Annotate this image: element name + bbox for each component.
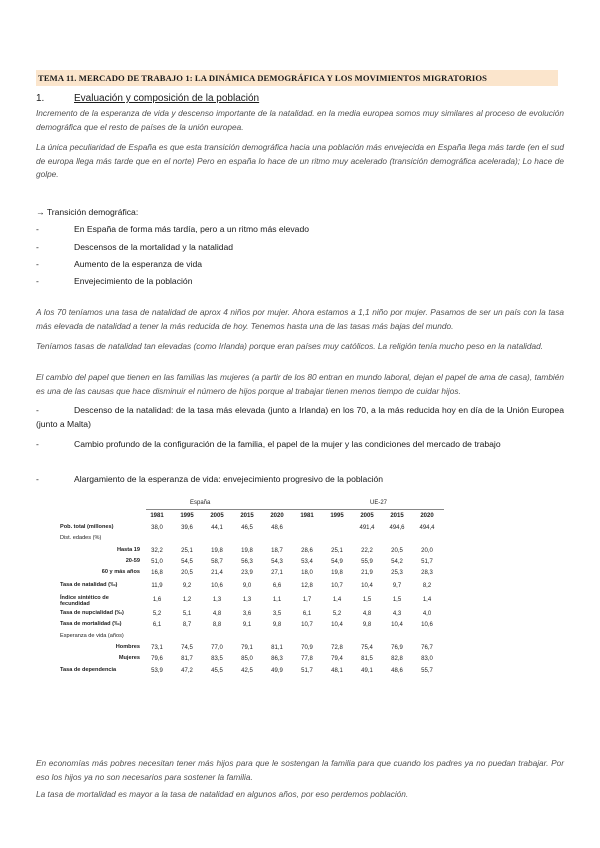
table-cell: 53,9 (151, 668, 163, 674)
table-cell: 1,3 (242, 597, 252, 603)
table-cell: 1,2 (182, 597, 192, 603)
table-cell: 79,4 (331, 656, 343, 662)
table-cell: 23,9 (241, 570, 253, 576)
table-cell: 27,1 (271, 570, 283, 576)
table-cell: 47,2 (181, 668, 193, 674)
row-label: Índice sintético de fecundidad (60, 595, 109, 608)
bullet-dash: - (36, 405, 39, 415)
table-cell: 8,8 (212, 622, 222, 628)
table-cell: 81,7 (181, 656, 193, 662)
table-cell: 5,1 (182, 611, 192, 617)
table-cell: 19,8 (241, 548, 253, 554)
table-cell: 20,5 (391, 548, 403, 554)
table-row (60, 633, 570, 644)
natalidad-bullet (36, 403, 564, 431)
table-cell: 25,1 (331, 548, 343, 554)
row-label: Tasa de natalidad (‰) (60, 582, 118, 588)
table-cell: 48,6 (271, 525, 283, 531)
table-cell: 21,9 (361, 570, 373, 576)
row-label: 60 y más años (101, 569, 140, 575)
esperanza-bullet (36, 472, 564, 486)
table-cell: 77,8 (301, 656, 313, 662)
table-cell: 32,2 (151, 548, 163, 554)
bullet-text: Cambio profundo de la configuración de la familia, el papel de la mujer y las condiciones del mercado de trabajo (74, 439, 501, 449)
table-cell: 10,4 (361, 583, 373, 589)
row-label: Tasa de dependencia (60, 667, 117, 673)
year-header-cell: 2005 (210, 513, 224, 519)
table-cell: 48,1 (331, 668, 343, 674)
table-cell: 76,9 (391, 645, 403, 651)
table-cell: 56,3 (241, 559, 253, 565)
table-row (60, 535, 570, 546)
year-header-cell: 1981 (300, 513, 314, 519)
table-row (60, 582, 570, 593)
table-cell: 51,7 (421, 559, 433, 565)
table-cell: 76,7 (421, 645, 433, 651)
table-cell: 18,0 (301, 570, 313, 576)
table-cell: 1,4 (332, 597, 342, 603)
transition-bullet (36, 257, 564, 271)
table-cell: 75,4 (361, 645, 373, 651)
table-cell: 19,8 (211, 548, 223, 554)
table-cell: 1,5 (362, 597, 372, 603)
table-cell: 10,6 (211, 583, 223, 589)
bullet-dash: - (36, 259, 39, 269)
bullet-text: Descenso de la natalidad: de la tasa más elevada (junto a Irlanda) en los 70, a la más reducida hoy en día de la Unión Europea (junto a Malta) (36, 405, 564, 429)
table-row (60, 558, 570, 569)
table-cell: 10,6 (421, 622, 433, 628)
closing-paragraph-2: La tasa de mortalidad es mayor a la tasa de natalidad en algunos años, por eso perdemos población. (36, 789, 409, 799)
table-cell: 82,8 (391, 656, 403, 662)
group-label-ue27: UE-27 (370, 500, 388, 506)
table-cell: 22,2 (361, 548, 373, 554)
note-paragraph-3: El cambio del papel que tienen en las familias las mujeres (a partir de los 80 entran en mundo laboral, dejan el papel de ama de casa), también es una de las causas que hace disminuir el número de hijos porque al trabajar tienen menos tiempo de cuidar hijos. (36, 372, 564, 396)
table-cell: 4,8 (212, 611, 222, 617)
table-row (60, 547, 570, 558)
table-cell: 72,8 (331, 645, 343, 651)
table-cell: 25,1 (181, 548, 193, 554)
table-cell: 10,4 (391, 622, 403, 628)
table-cell: 11,9 (151, 583, 163, 589)
year-header-cell: 2015 (240, 513, 254, 519)
table-cell: 6,1 (302, 611, 312, 617)
year-header-cell: 1995 (330, 513, 344, 519)
table-cell: 49,9 (271, 668, 283, 674)
table-cell: 10,4 (331, 622, 343, 628)
year-header-cell: 2020 (270, 513, 284, 519)
bullet-text: Aumento de la esperanza de vida (74, 259, 203, 269)
table-cell: 83,0 (421, 656, 433, 662)
bullet-dash: - (36, 224, 39, 234)
table-cell: 1,4 (422, 597, 432, 603)
table-cell: 74,5 (181, 645, 193, 651)
note-paragraph-2: Teníamos tasas de natalidad tan elevadas (como Irlanda) porque eran países muy católicos. La religión tenía mucho peso en la natalidad. (36, 341, 544, 351)
year-header-cell: 2015 (390, 513, 404, 519)
row-label: Hasta 19 (116, 547, 140, 553)
row-label: Esperanza de vida (años) (60, 633, 124, 639)
table-cell: 54,9 (331, 559, 343, 565)
table-cell: 21,4 (211, 570, 223, 576)
table-cell: 55,9 (361, 559, 373, 565)
bullet-dash: - (36, 439, 39, 449)
table-cell: 5,2 (332, 611, 342, 617)
table-cell: 58,7 (211, 559, 223, 565)
section-number: 1. (36, 93, 45, 104)
bullet-text: Envejecimiento de la población (74, 276, 193, 286)
row-label: Hombres (115, 644, 140, 650)
table-cell: 49,1 (361, 668, 373, 674)
table-cell: 54,3 (271, 559, 283, 565)
table-cell: 9,7 (392, 583, 402, 589)
table-cell: 1,5 (392, 597, 402, 603)
table-cell: 73,1 (151, 645, 163, 651)
table-row (60, 610, 570, 621)
table-cell: 79,1 (241, 645, 253, 651)
table-cell: 28,3 (421, 570, 433, 576)
bullet-dash: - (36, 276, 39, 286)
row-label: Dist. edades (%) (60, 535, 102, 541)
table-cell: 44,1 (211, 525, 223, 531)
familia-bullet (36, 437, 564, 451)
table-cell: 6,6 (272, 583, 282, 589)
table-cell: 494,4 (419, 525, 435, 531)
transition-bullet (36, 240, 564, 254)
closing-paragraph-1: En economías más pobres necesitan tener más hijos para que le sostengan la familia para que cuando los padres ya no puedan trabajar. Por eso los hijos ya no son necesarios para sostener la familia. (36, 758, 564, 782)
table-cell: 19,8 (331, 570, 343, 576)
row-label: Tasa de mortalidad (‰) (60, 621, 122, 627)
table-cell: 9,2 (182, 583, 192, 589)
table-cell: 1,3 (212, 597, 222, 603)
table-cell: 12,8 (301, 583, 313, 589)
transition-bullet (36, 274, 564, 288)
table-cell: 38,0 (151, 525, 163, 531)
table-row (60, 644, 570, 655)
table-cell: 10,7 (301, 622, 313, 628)
table-cell: 6,1 (152, 622, 162, 628)
table-cell: 55,7 (421, 668, 433, 674)
table-cell: 1,6 (152, 597, 162, 603)
table-cell: 16,8 (151, 570, 163, 576)
year-header-cell: 2020 (420, 513, 434, 519)
table-cell: 53,4 (301, 559, 313, 565)
table-cell: 51,0 (151, 559, 163, 565)
table-cell: 4,8 (362, 611, 372, 617)
table-cell: 8,7 (182, 622, 192, 628)
table-cell: 3,6 (242, 611, 252, 617)
table-row (60, 667, 570, 678)
table-row (60, 595, 570, 606)
table-cell: 18,7 (271, 548, 283, 554)
row-label: Pob. total (millones) (60, 524, 114, 530)
transition-heading: → Transición demográfica: (36, 207, 139, 217)
section-title: Evaluación y composición de la población (74, 93, 260, 104)
table-cell: 4,3 (392, 611, 402, 617)
table-cell: 79,6 (151, 656, 163, 662)
section-heading (36, 92, 259, 106)
table-cell: 3,5 (272, 611, 282, 617)
table-cell: 48,6 (391, 668, 403, 674)
table-cell: 77,0 (211, 645, 223, 651)
table-cell: 491,4 (359, 525, 375, 531)
table-cell: 51,7 (301, 668, 313, 674)
table-cell: 25,3 (391, 570, 403, 576)
table-row (60, 569, 570, 580)
table-cell: 28,6 (301, 548, 313, 554)
bullet-text: Alargamiento de la esperanza de vida: envejecimiento progresivo de la población (74, 474, 384, 484)
table-cell: 81,5 (361, 656, 373, 662)
table-cell: 70,9 (301, 645, 313, 651)
year-header-cell: 1995 (180, 513, 194, 519)
table-cell: 20,0 (421, 548, 433, 554)
intro-paragraph-2: La única peculiaridad de España es que esta transición demográfica hacia una población más envejecida en España llega más tarde (en el sud de europa llega más tarde que en el norte) Pero en españa lo hace de un ritmo muy acelerado (transición demográfica acelerada); Lo hace de golpe. (36, 142, 564, 180)
row-label: Tasa de nupcialidad (‰) (60, 610, 124, 616)
table-cell: 54,5 (181, 559, 193, 565)
table-header-row (60, 512, 570, 523)
table-cell: 1,1 (272, 597, 282, 603)
table-cell: 5,2 (152, 611, 162, 617)
table-cell: 85,0 (241, 656, 253, 662)
table-cell: 8,2 (422, 583, 432, 589)
table-cell: 39,6 (181, 525, 193, 531)
group-label-espana: España (190, 500, 211, 506)
table-cell: 42,5 (241, 668, 253, 674)
group-underline-ue (296, 509, 444, 510)
table-cell: 86,3 (271, 656, 283, 662)
table-cell: 20,5 (181, 570, 193, 576)
table-row (60, 655, 570, 666)
row-label: Mujeres (118, 655, 140, 661)
page-title: TEMA 11. MERCADO DE TRABAJO 1: LA DINÁMICA DEMOGRÁFICA Y LOS MOVIMIENTOS MIGRATORIOS (36, 70, 558, 86)
note-paragraph-1: A los 70 teníamos una tasa de natalidad de aprox 4 niños por mujer. Ahora estamos a 1,1 niño por mujer. Pasamos de ser un país con la tasa más elevada de natalidad a tener la más reducida de hoy. Tenemos hasta una de las tasas más bajas del mundo. (36, 307, 564, 331)
bullet-dash: - (36, 474, 39, 484)
table-cell: 4,0 (422, 611, 432, 617)
table-cell: 9,8 (272, 622, 282, 628)
row-label: 20-59 (125, 558, 140, 564)
table-cell: 1,7 (302, 597, 312, 603)
table-cell: 9,0 (242, 583, 252, 589)
table-cell: 45,5 (211, 668, 223, 674)
group-underline-es (146, 509, 298, 510)
table-cell: 9,8 (362, 622, 372, 628)
table-cell: 81,1 (271, 645, 283, 651)
table-cell: 83,5 (211, 656, 223, 662)
bullet-text: En España de forma más tardía, pero a un ritmo más elevado (74, 224, 310, 234)
bullet-text: Descensos de la mortalidad y la natalidad (74, 242, 234, 252)
year-header-cell: 1981 (150, 513, 164, 519)
table-cell: 494,6 (389, 525, 405, 531)
year-header-cell: 2005 (360, 513, 374, 519)
intro-paragraph-1: Incremento de la esperanza de vida y descenso importante de la natalidad. en la media europea somos muy similares al proceso de evolución demográfica que el resto de países de la unión europea. (36, 108, 564, 132)
table-cell: 10,7 (331, 583, 343, 589)
table-cell: 46,5 (241, 525, 253, 531)
table-cell: 54,2 (391, 559, 403, 565)
table-row (60, 621, 570, 632)
table-row (60, 524, 570, 535)
table-cell: 9,1 (242, 622, 252, 628)
bullet-dash: - (36, 242, 39, 252)
transition-bullet (36, 222, 564, 236)
